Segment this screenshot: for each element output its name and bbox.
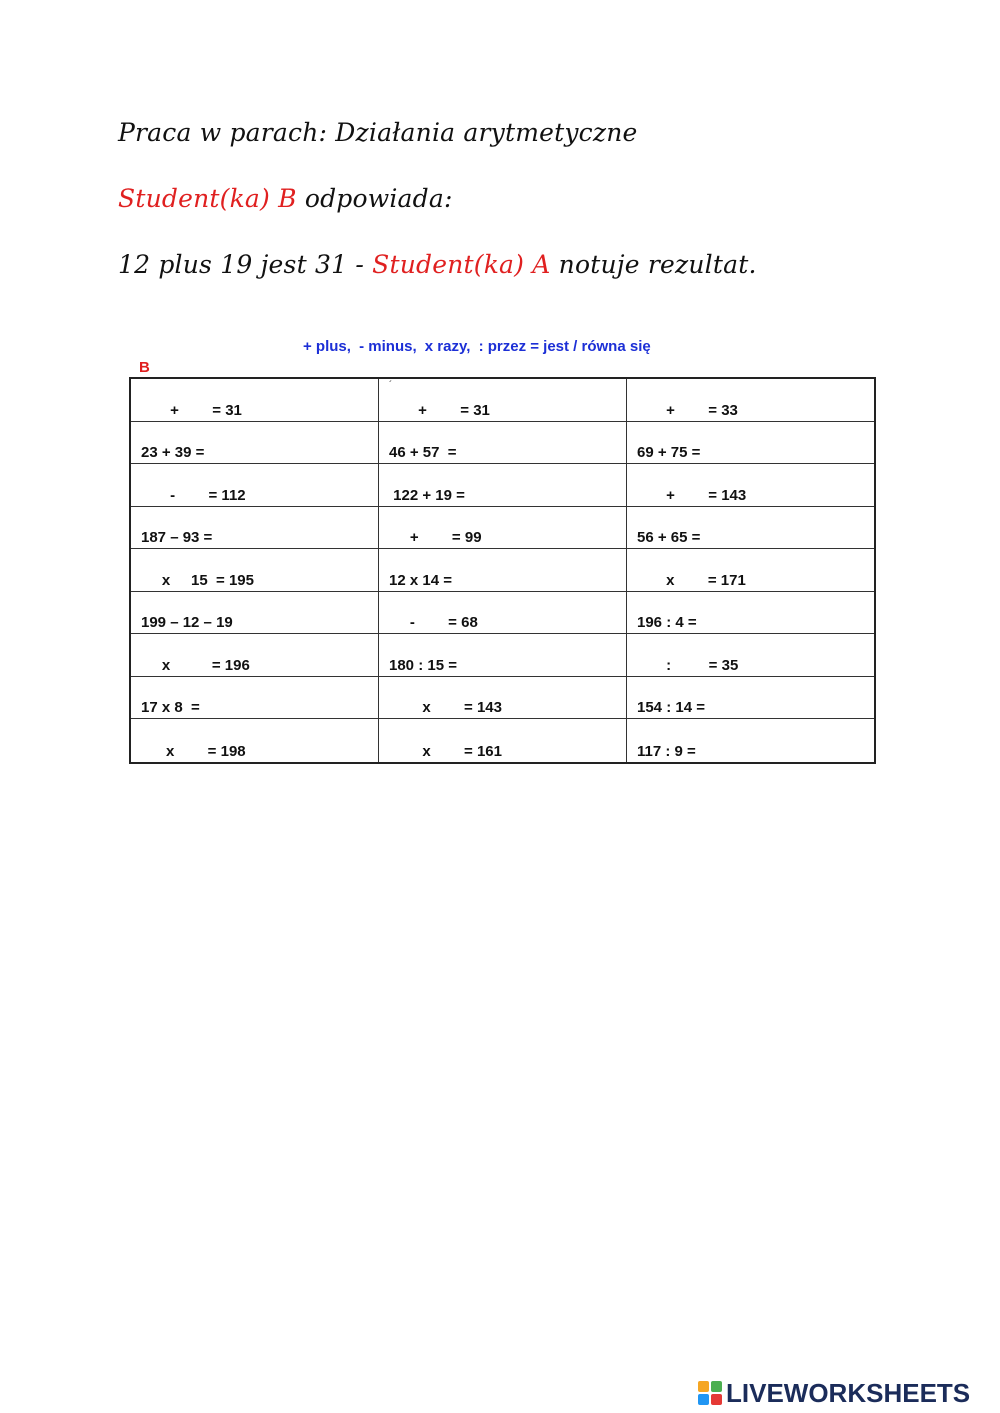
exercise-cell bbox=[627, 549, 874, 592]
operator-legend bbox=[303, 338, 655, 355]
legend-divide-equals: : przez = jest / równa się bbox=[478, 338, 651, 355]
exercise-text: 199 – 12 – 19 bbox=[141, 614, 233, 632]
exercise-cell bbox=[379, 677, 627, 720]
exercise-text: + = 31 bbox=[141, 401, 242, 419]
exercise-cell bbox=[379, 379, 627, 422]
legend-times: x razy, bbox=[424, 338, 471, 355]
exercise-text: : = 35 bbox=[637, 656, 739, 674]
example-text: 12 plus 19 jest 31 - bbox=[118, 250, 373, 279]
exercise-cell bbox=[379, 719, 627, 762]
exercise-cell bbox=[379, 634, 627, 677]
student-a-label: Student(ka) A bbox=[372, 250, 551, 279]
exercise-cell bbox=[627, 719, 874, 762]
exercise-cell bbox=[131, 379, 379, 422]
exercise-text: + = 99 bbox=[389, 529, 482, 547]
exercise-cell bbox=[627, 592, 874, 635]
legend-plus: + plus, bbox=[303, 338, 351, 355]
instruction-line-1 bbox=[118, 184, 453, 213]
exercise-text: x = 143 bbox=[389, 699, 502, 717]
exercise-cell bbox=[379, 464, 627, 507]
exercise-text: 23 + 39 = bbox=[141, 444, 205, 462]
exercise-text: x = 161 bbox=[389, 743, 502, 760]
student-b-label: Student(ka) B bbox=[118, 184, 297, 213]
liveworksheets-icon bbox=[698, 1381, 722, 1405]
exercise-cell bbox=[131, 507, 379, 550]
exercise-text: + = 33 bbox=[637, 401, 738, 419]
exercise-text: x 15 = 195 bbox=[141, 571, 254, 589]
exercise-text: 187 – 93 = bbox=[141, 529, 213, 547]
exercise-text: 46 + 57 = bbox=[389, 444, 457, 462]
table-label-b: B bbox=[139, 359, 150, 376]
exercise-text: 117 : 9 = bbox=[637, 743, 696, 760]
exercise-cell bbox=[131, 464, 379, 507]
exercise-text: + = 143 bbox=[637, 486, 747, 504]
exercise-text: 196 : 4 = bbox=[637, 614, 697, 632]
stray-mark: ´ bbox=[389, 380, 393, 391]
exercise-text: 12 x 14 = bbox=[389, 571, 452, 589]
legend-minus: - minus, bbox=[359, 338, 417, 355]
liveworksheets-logo bbox=[698, 1378, 970, 1408]
exercise-text: x = 171 bbox=[637, 571, 746, 589]
brand-name: LIVEWORKSHEETS bbox=[726, 1377, 971, 1408]
exercise-text: x = 198 bbox=[141, 743, 246, 760]
exercise-text: 56 + 65 = bbox=[637, 529, 701, 547]
exercise-cell bbox=[627, 507, 874, 550]
instruction-line-2 bbox=[118, 250, 757, 279]
exercise-cell bbox=[627, 464, 874, 507]
exercise-text: - = 68 bbox=[389, 614, 478, 632]
exercise-text: x = 196 bbox=[141, 656, 250, 674]
exercise-cell bbox=[379, 422, 627, 465]
exercise-table bbox=[129, 377, 876, 764]
exercise-text: 180 : 15 = bbox=[389, 656, 457, 674]
exercise-cell bbox=[131, 592, 379, 635]
worksheet-title bbox=[118, 118, 638, 147]
exercise-cell bbox=[379, 549, 627, 592]
exercise-cell bbox=[131, 634, 379, 677]
exercise-text: 154 : 14 = bbox=[637, 699, 705, 717]
exercise-cell bbox=[379, 507, 627, 550]
exercise-cell bbox=[131, 719, 379, 762]
exercise-text: 17 x 8 = bbox=[141, 699, 200, 717]
exercise-cell bbox=[627, 422, 874, 465]
exercise-text: - = 112 bbox=[141, 486, 246, 504]
instruction-text: odpowiada: bbox=[296, 184, 453, 213]
exercise-cell bbox=[379, 592, 627, 635]
exercise-cell bbox=[131, 677, 379, 720]
instruction-end-text: notuje rezultat. bbox=[550, 250, 757, 279]
exercise-cell bbox=[627, 379, 874, 422]
exercise-text: 122 + 19 = bbox=[389, 486, 465, 504]
exercise-text: + = 31 bbox=[389, 401, 490, 419]
exercise-text: 69 + 75 = bbox=[637, 444, 701, 462]
exercise-cell bbox=[131, 422, 379, 465]
exercise-cell bbox=[627, 634, 874, 677]
exercise-cell bbox=[131, 549, 379, 592]
exercise-cell bbox=[627, 677, 874, 720]
title-text: Praca w parach: Działania arytmetyczne bbox=[118, 118, 638, 147]
